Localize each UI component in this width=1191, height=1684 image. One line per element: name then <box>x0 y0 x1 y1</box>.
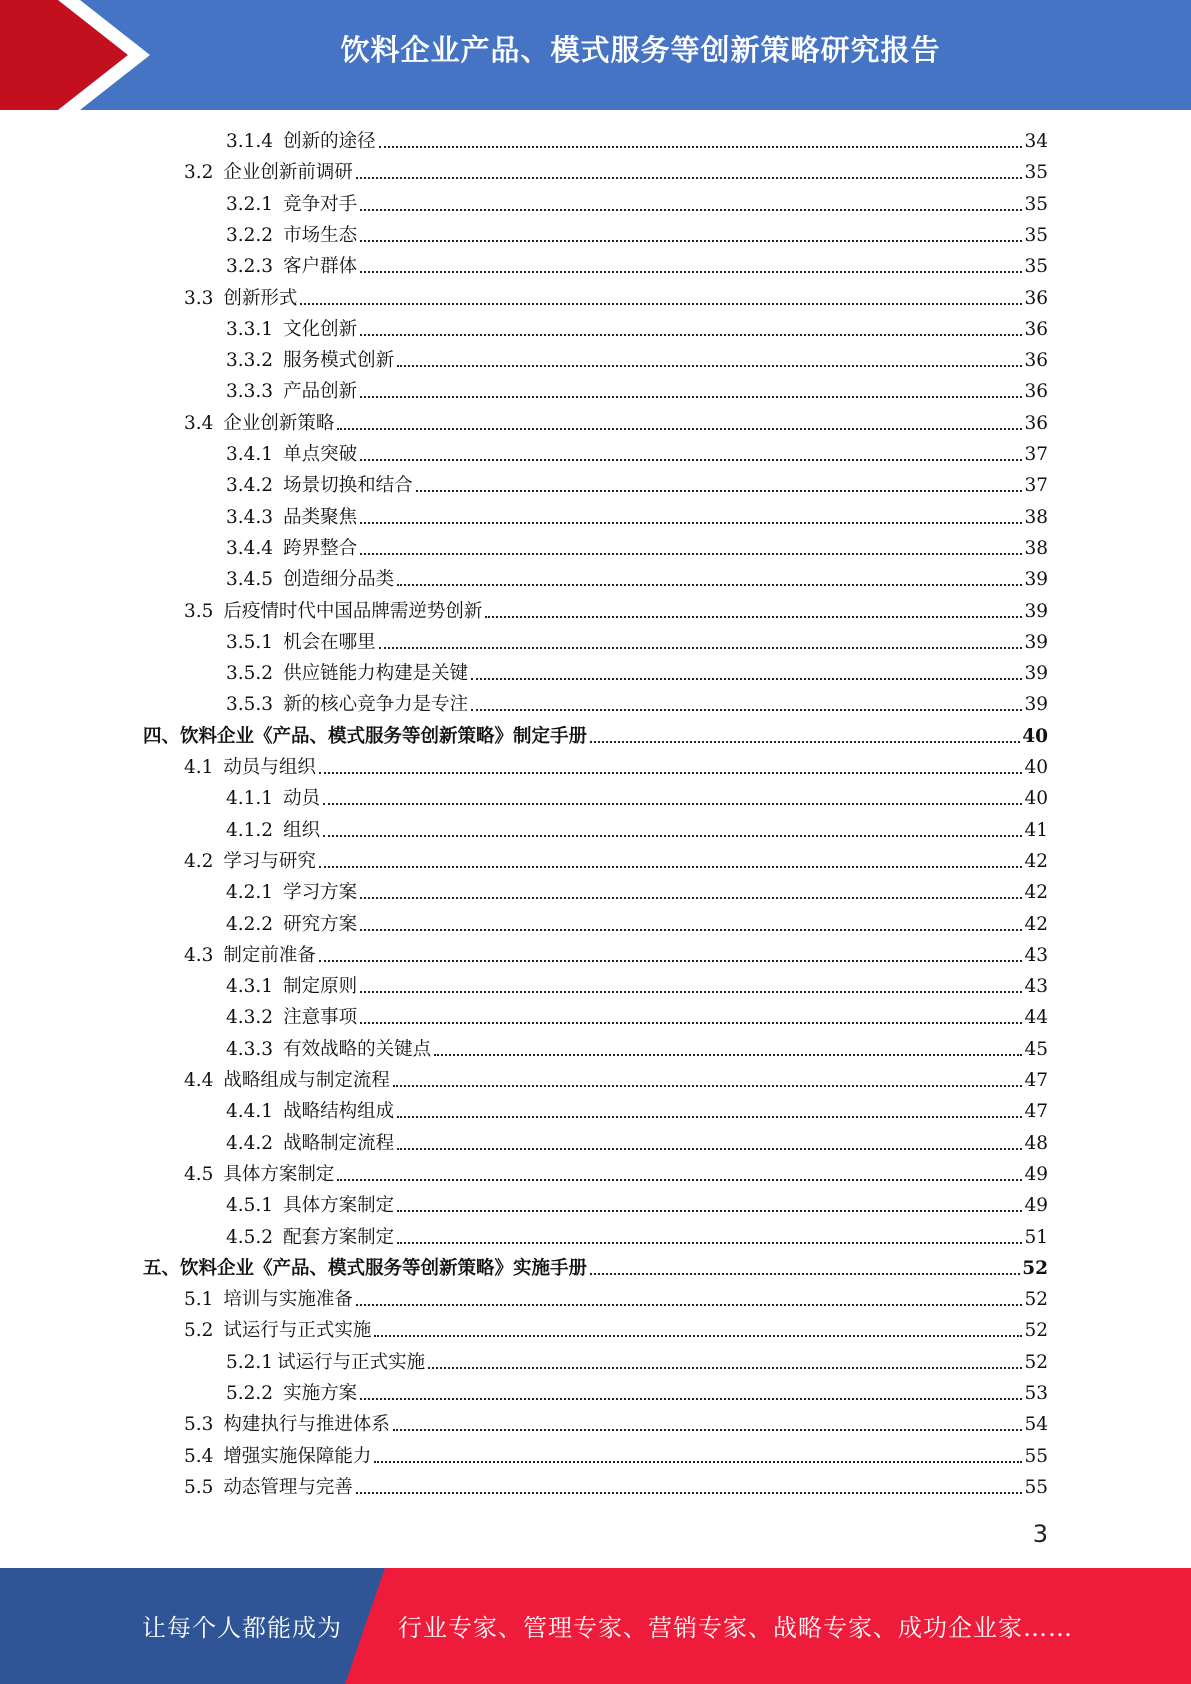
toc-entry-title: 饮料企业《产品、模式服务等创新策略》制定手册 <box>180 725 588 747</box>
toc-entry-page: 42 <box>1024 882 1048 904</box>
toc-entry-title: 学习方案 <box>283 882 358 904</box>
toc-entry-page: 52 <box>1024 1351 1048 1373</box>
toc-entry-title: 动态管理与完善 <box>223 1476 353 1498</box>
toc-dot-leader <box>397 1116 1022 1118</box>
toc-dot-leader <box>356 1304 1023 1306</box>
toc-entry-number: 3.3 <box>184 287 214 309</box>
toc-entry-title: 试运行与正式实施 <box>223 1320 372 1342</box>
toc-entry[interactable] <box>226 564 1048 592</box>
toc-entry-number: 3.4 <box>184 412 214 434</box>
page-header <box>0 0 1191 110</box>
toc-entry-page: 47 <box>1024 1101 1048 1123</box>
toc-entry[interactable] <box>143 1253 1048 1281</box>
header-title: 饮料企业产品、模式服务等创新策略研究报告 <box>340 33 941 67</box>
toc-entry-title: 具体方案制定 <box>283 1195 395 1217</box>
toc-dot-leader <box>323 835 1022 837</box>
toc-dot-leader <box>397 584 1022 586</box>
toc-entry-title: 企业创新策略 <box>223 412 335 434</box>
toc-entry-title: 文化创新 <box>283 318 358 340</box>
toc-dot-leader <box>323 803 1022 805</box>
toc-entry-title: 学习与研究 <box>223 850 316 872</box>
toc-entry-title: 客户群体 <box>283 256 358 278</box>
toc-entry-page: 49 <box>1024 1195 1048 1217</box>
toc-entry-title: 服务模式创新 <box>283 350 395 372</box>
toc-entry-title: 品类聚焦 <box>283 506 358 528</box>
toc-entry-page: 45 <box>1024 1038 1048 1060</box>
toc-entry-number: 3.3.2 <box>226 350 274 372</box>
footer-slogan-right: 行业专家、管理专家、营销专家、战略专家、成功企业家…… <box>398 1614 1073 1642</box>
toc-dot-leader <box>397 1242 1022 1244</box>
toc-dot-leader <box>360 897 1022 899</box>
toc-entry-page: 41 <box>1024 819 1048 841</box>
toc-entry[interactable] <box>226 689 1048 717</box>
toc-entry[interactable] <box>226 220 1048 248</box>
toc-entry-page: 34 <box>1024 131 1048 152</box>
toc-entry[interactable] <box>226 533 1048 561</box>
toc-dot-leader <box>360 271 1022 273</box>
toc-entry-number: 4.1.2 <box>226 819 274 841</box>
toc-entry-title: 新的核心竞争力是专注 <box>283 694 469 716</box>
toc-entry-page: 40 <box>1024 757 1048 778</box>
toc-entry-title: 制定原则 <box>283 976 358 998</box>
toc-entry-page: 42 <box>1024 850 1048 872</box>
toc-entry-title: 跨界整合 <box>283 537 358 559</box>
toc-entry[interactable] <box>184 596 1048 624</box>
toc-entry[interactable] <box>226 470 1048 498</box>
toc-entry[interactable] <box>184 1315 1048 1343</box>
toc-dot-leader <box>471 678 1022 680</box>
toc-entry[interactable] <box>226 376 1048 404</box>
toc-dot-leader <box>590 741 1020 743</box>
toc-entry-number: 4.4 <box>184 1070 214 1091</box>
toc-entry-number: 4.1 <box>184 757 214 778</box>
toc-entry[interactable] <box>184 283 1048 311</box>
page-number: 3 <box>1032 1520 1048 1548</box>
toc-entry-page: 55 <box>1024 1476 1048 1498</box>
toc-dot-leader <box>374 1335 1022 1337</box>
toc-dot-leader <box>397 1210 1022 1212</box>
toc-entry-title: 动员 <box>283 788 321 810</box>
toc-entry-page: 53 <box>1024 1383 1048 1404</box>
toc-entry-number: 3.4.4 <box>226 537 274 559</box>
toc-entry[interactable] <box>226 1034 1048 1062</box>
toc-entry-title: 配套方案制定 <box>283 1226 395 1248</box>
toc-dot-leader <box>356 177 1023 179</box>
toc-entry-title: 动员与组织 <box>223 757 316 778</box>
toc-entry-number: 3.4.2 <box>226 475 274 497</box>
toc-entry-page: 36 <box>1024 350 1048 372</box>
toc-entry-number: 4.2.1 <box>226 882 274 904</box>
toc-entry-title: 注意事项 <box>283 1007 358 1029</box>
toc-entry-page: 35 <box>1024 193 1048 215</box>
toc-entry-page: 35 <box>1024 162 1048 184</box>
toc-entry[interactable] <box>226 783 1048 811</box>
toc-entry-page: 39 <box>1024 663 1048 685</box>
toc-entry-title: 制定前准备 <box>223 944 316 966</box>
toc-entry-number: 4.3 <box>184 944 214 966</box>
toc-entry-title: 试运行与正式实施 <box>277 1351 426 1373</box>
toc-entry-number: 3.4.3 <box>226 506 274 528</box>
toc-entry-page: 35 <box>1024 224 1048 246</box>
toc-entry[interactable] <box>184 846 1048 874</box>
toc-entry[interactable] <box>226 1002 1048 1030</box>
toc-entry-page: 42 <box>1024 913 1048 935</box>
toc-dot-leader <box>416 490 1023 492</box>
toc-dot-leader <box>374 1461 1022 1463</box>
toc-entry-number: 3.3.3 <box>226 381 274 403</box>
toc-entry-title: 饮料企业《产品、模式服务等创新策略》实施手册 <box>180 1257 588 1279</box>
toc-entry-number: 3.5.3 <box>226 694 274 716</box>
toc-entry-number: 四、 <box>143 725 181 747</box>
toc-dot-leader <box>360 522 1022 524</box>
toc-dot-leader <box>485 616 1022 618</box>
toc-entry[interactable] <box>226 1096 1048 1124</box>
toc-entry-number: 3.2.3 <box>226 256 274 278</box>
toc-entry-number: 5.2.1 <box>226 1351 274 1373</box>
toc-entry[interactable] <box>184 408 1048 436</box>
toc-entry[interactable] <box>184 940 1048 968</box>
toc-dot-leader <box>434 1054 1022 1056</box>
toc-entry[interactable] <box>184 1065 1048 1093</box>
toc-entry-title: 增强实施保障能力 <box>223 1445 372 1467</box>
toc-entry[interactable] <box>226 877 1048 905</box>
toc-entry[interactable] <box>184 1409 1048 1437</box>
toc-entry[interactable] <box>226 627 1048 655</box>
toc-entry-title: 创造细分品类 <box>283 569 395 591</box>
toc-entry-number: 5.3 <box>184 1414 214 1436</box>
toc-entry-title: 有效战略的关键点 <box>283 1038 432 1060</box>
toc-entry[interactable] <box>226 1128 1048 1156</box>
toc-entry-number: 4.5.1 <box>226 1195 274 1217</box>
toc-dot-leader <box>356 1492 1023 1494</box>
toc-entry-title: 具体方案制定 <box>223 1163 335 1185</box>
toc-dot-leader <box>360 334 1022 336</box>
toc-entry-page: 36 <box>1024 412 1048 434</box>
toc-entry-number: 3.5 <box>184 600 214 622</box>
toc-entry-title: 战略制定流程 <box>283 1132 395 1154</box>
toc-dot-leader <box>337 1179 1022 1181</box>
toc-dot-leader <box>360 1398 1022 1400</box>
toc-dot-leader <box>319 960 1023 962</box>
toc-dot-leader <box>393 1085 1023 1087</box>
toc-entry-number: 4.2.2 <box>226 913 274 935</box>
toc-entry-title: 战略结构组成 <box>283 1101 395 1123</box>
toc-entry-title: 后疫情时代中国品牌需逆势创新 <box>223 600 483 622</box>
toc-entry-number: 3.2 <box>184 162 214 184</box>
toc-entry-title: 单点突破 <box>283 444 358 465</box>
page-footer <box>0 1568 1191 1684</box>
toc-entry-page: 39 <box>1024 600 1048 622</box>
toc-entry-number: 5.2.2 <box>226 1383 274 1404</box>
toc-entry-page: 51 <box>1024 1226 1048 1248</box>
toc-entry-page: 38 <box>1024 506 1048 528</box>
toc-entry-number: 3.4.5 <box>226 569 274 591</box>
toc-entry[interactable] <box>226 971 1048 999</box>
toc-entry-number: 3.5.2 <box>226 663 274 685</box>
toc-dot-leader <box>360 553 1022 555</box>
toc-entry[interactable] <box>226 1347 1048 1375</box>
toc-entry-number: 5.2 <box>184 1320 214 1342</box>
toc-entry[interactable] <box>226 1378 1048 1406</box>
toc-entry-title: 组织 <box>283 819 321 841</box>
toc-dot-leader <box>360 459 1022 461</box>
toc-entry-title: 竞争对手 <box>283 193 358 215</box>
toc-entry[interactable] <box>226 1222 1048 1250</box>
toc-dot-leader <box>397 365 1022 367</box>
toc-entry-number: 4.4.2 <box>226 1132 274 1154</box>
toc-entry[interactable] <box>143 721 1048 749</box>
toc-entry-number: 3.5.1 <box>226 631 274 653</box>
toc-entry-title: 产品创新 <box>283 381 358 403</box>
toc-entry-page: 54 <box>1024 1414 1048 1436</box>
toc-entry-number: 4.3.1 <box>226 976 274 998</box>
toc-entry[interactable] <box>226 251 1048 279</box>
toc-entry-number: 3.2.2 <box>226 224 274 246</box>
toc-dot-leader <box>393 1429 1023 1431</box>
toc-entry-page: 36 <box>1024 287 1048 309</box>
toc-entry-title: 企业创新前调研 <box>223 162 353 184</box>
toc-entry-title: 机会在哪里 <box>283 631 376 653</box>
toc-entry-number: 5.4 <box>184 1445 214 1467</box>
toc-dot-leader <box>360 396 1022 398</box>
toc-entry-title: 场景切换和结合 <box>283 475 413 497</box>
toc-entry[interactable] <box>184 752 1048 780</box>
footer-slogan-left: 让每个人都能成为 <box>142 1614 342 1642</box>
toc-entry-number: 4.5 <box>184 1163 214 1185</box>
toc-entry[interactable] <box>184 157 1048 185</box>
toc-dot-leader <box>360 1022 1022 1024</box>
toc-dot-leader <box>300 303 1022 305</box>
toc-entry-number: 3.3.1 <box>226 318 274 340</box>
toc-entry-number: 4.1.1 <box>226 788 274 810</box>
toc-entry[interactable] <box>184 1159 1048 1187</box>
toc-entry-number: 4.3.3 <box>226 1038 274 1060</box>
toc-entry-page: 38 <box>1024 537 1048 559</box>
toc-entry-number: 4.3.2 <box>226 1007 274 1029</box>
toc-entry-title: 战略组成与制定流程 <box>223 1070 390 1091</box>
toc-entry[interactable] <box>226 815 1048 843</box>
toc-entry-page: 36 <box>1024 318 1048 340</box>
toc-entry-title: 研究方案 <box>283 913 358 935</box>
toc-dot-leader <box>590 1273 1020 1275</box>
toc-entry[interactable] <box>184 1441 1048 1469</box>
toc-dot-leader <box>397 1148 1022 1150</box>
toc-entry-page: 40 <box>1022 725 1048 747</box>
toc-entry-title: 创新形式 <box>223 287 298 309</box>
toc-dot-leader <box>360 209 1022 211</box>
toc-entry-title: 培训与实施准备 <box>223 1289 353 1311</box>
toc-entry-page: 35 <box>1024 256 1048 278</box>
toc-entry[interactable] <box>226 658 1048 686</box>
toc-dot-leader <box>471 709 1022 711</box>
toc-entry[interactable] <box>226 189 1048 217</box>
toc-entry[interactable] <box>226 314 1048 342</box>
toc-entry-page: 44 <box>1024 1007 1048 1029</box>
toc-dot-leader <box>337 428 1022 430</box>
toc-entry-page: 49 <box>1024 1163 1048 1185</box>
toc-entry-page: 40 <box>1024 788 1048 810</box>
toc-entry-title: 供应链能力构建是关键 <box>283 663 469 685</box>
toc-entry[interactable] <box>184 1284 1048 1312</box>
toc-entry-page: 37 <box>1024 475 1048 497</box>
toc-entry-page: 37 <box>1024 444 1048 465</box>
toc-dot-leader <box>379 647 1023 649</box>
toc-entry-page: 55 <box>1024 1445 1048 1467</box>
toc-dot-leader <box>360 991 1022 993</box>
toc-entry[interactable] <box>226 1190 1048 1218</box>
toc-dot-leader <box>319 772 1023 774</box>
toc-entry-number: 5.5 <box>184 1476 214 1498</box>
toc-entry-page: 39 <box>1024 694 1048 716</box>
toc-entry-number: 3.4.1 <box>226 444 274 465</box>
toc-entry[interactable] <box>226 126 1048 154</box>
toc-entry-title: 构建执行与推进体系 <box>223 1414 390 1436</box>
toc-entry[interactable] <box>184 1472 1048 1500</box>
toc-entry-number: 4.4.1 <box>226 1101 274 1123</box>
toc-entry-number: 五、 <box>143 1257 181 1279</box>
toc-entry-page: 52 <box>1024 1289 1048 1311</box>
toc-entry-number: 3.1.4 <box>226 131 274 152</box>
toc-entry-title: 市场生态 <box>283 224 358 246</box>
toc-entry-page: 43 <box>1024 944 1048 966</box>
toc-entry-page: 52 <box>1022 1257 1048 1279</box>
toc-dot-leader <box>360 240 1022 242</box>
toc-entry-title: 创新的途径 <box>283 131 376 152</box>
toc-dot-leader <box>319 866 1023 868</box>
toc-entry-page: 36 <box>1024 381 1048 403</box>
toc-entry[interactable] <box>226 439 1048 467</box>
toc-entry[interactable] <box>226 345 1048 373</box>
toc-entry-page: 39 <box>1024 569 1048 591</box>
toc-entry-page: 43 <box>1024 976 1048 998</box>
toc-entry-number: 5.1 <box>184 1289 214 1311</box>
toc-dot-leader <box>428 1367 1022 1369</box>
toc-entry-page: 52 <box>1024 1320 1048 1342</box>
toc-entry-number: 4.2 <box>184 850 214 872</box>
toc-entry-page: 48 <box>1024 1132 1048 1154</box>
toc-entry[interactable] <box>226 909 1048 937</box>
toc-dot-leader <box>379 146 1023 148</box>
toc-entry-number: 4.5.2 <box>226 1226 274 1248</box>
toc-entry-number: 3.2.1 <box>226 193 274 215</box>
toc-entry-page: 39 <box>1024 631 1048 653</box>
toc-dot-leader <box>360 929 1022 931</box>
toc-entry-page: 47 <box>1024 1070 1048 1091</box>
toc-entry-title: 实施方案 <box>283 1383 358 1404</box>
toc-entry[interactable] <box>226 502 1048 530</box>
